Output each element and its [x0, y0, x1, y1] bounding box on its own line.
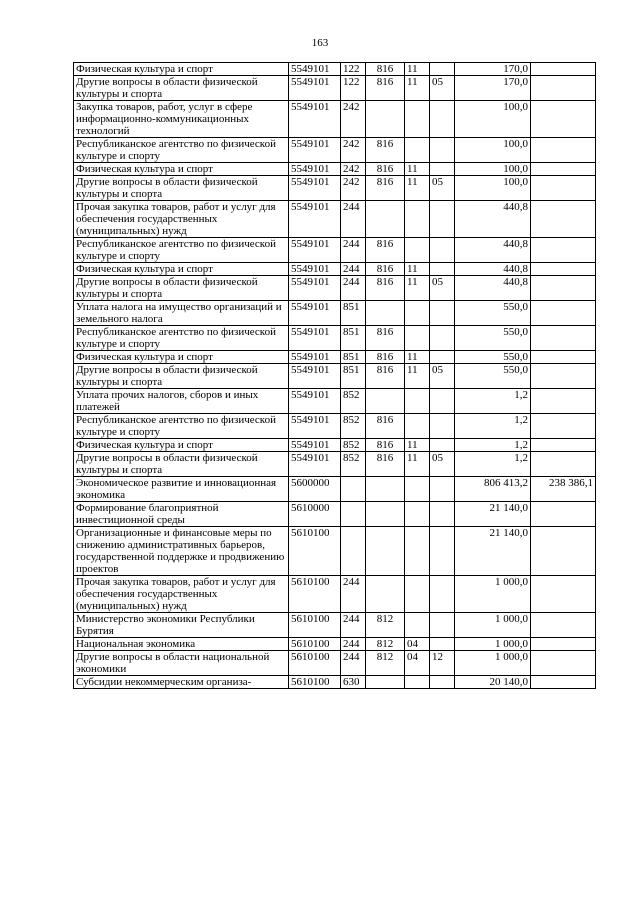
table-row — [74, 101, 596, 138]
table-row — [74, 76, 596, 101]
table-row — [74, 326, 596, 351]
amount-cell: 1,2 — [455, 439, 531, 452]
amount-extra-cell — [531, 163, 596, 176]
target-article-cell: 5610100 — [289, 613, 341, 638]
table-row — [74, 176, 596, 201]
table-row — [74, 576, 596, 613]
section-cell — [405, 502, 430, 527]
section-cell — [405, 414, 430, 439]
item-name-cell: Физическая культура и спорт — [74, 351, 289, 364]
item-name-cell: Физическая культура и спорт — [74, 439, 289, 452]
item-name-cell: Субсидии некоммерческим организа- — [74, 676, 289, 689]
target-article-cell: 5549101 — [289, 101, 341, 138]
item-name-cell: Другие вопросы в области физической культуры и спорта — [74, 176, 289, 201]
target-article-cell: 5610100 — [289, 527, 341, 576]
amount-extra-cell — [531, 651, 596, 676]
amount-extra-cell — [531, 301, 596, 326]
expense-type-cell — [341, 502, 366, 527]
budget-table — [73, 62, 596, 689]
amount-extra-cell — [531, 201, 596, 238]
amount-extra-cell — [531, 263, 596, 276]
section-cell — [405, 138, 430, 163]
table-row — [74, 301, 596, 326]
target-article-cell: 5549101 — [289, 176, 341, 201]
amount-extra-cell — [531, 364, 596, 389]
table-row — [74, 502, 596, 527]
subsection-cell — [430, 326, 455, 351]
ministry-code-cell: 816 — [366, 326, 405, 351]
ministry-code-cell: 816 — [366, 351, 405, 364]
subsection-cell — [430, 389, 455, 414]
section-cell: 11 — [405, 176, 430, 201]
item-name-cell: Республиканское агентство по физической культуре и спорту — [74, 138, 289, 163]
subsection-cell — [430, 676, 455, 689]
section-cell — [405, 527, 430, 576]
item-name-cell: Физическая культура и спорт — [74, 163, 289, 176]
amount-cell: 440,8 — [455, 201, 531, 238]
amount-cell: 1,2 — [455, 452, 531, 477]
target-article-cell: 5549101 — [289, 452, 341, 477]
item-name-cell: Организационные и финансовые меры по снижению административных барьеров, государственной поддержке и продвижению проектов — [74, 527, 289, 576]
expense-type-cell: 852 — [341, 439, 366, 452]
amount-cell: 550,0 — [455, 301, 531, 326]
table-row — [74, 63, 596, 76]
expense-type-cell: 852 — [341, 452, 366, 477]
subsection-cell — [430, 439, 455, 452]
target-article-cell: 5610000 — [289, 502, 341, 527]
subsection-cell — [430, 638, 455, 651]
item-name-cell: Республиканское агентство по физической культуре и спорту — [74, 414, 289, 439]
subsection-cell — [430, 101, 455, 138]
amount-extra-cell — [531, 638, 596, 651]
amount-extra-cell — [531, 63, 596, 76]
table-row — [74, 138, 596, 163]
amount-cell: 440,8 — [455, 276, 531, 301]
expense-type-cell: 244 — [341, 201, 366, 238]
ministry-code-cell: 816 — [366, 63, 405, 76]
amount-cell: 170,0 — [455, 63, 531, 76]
table-row — [74, 676, 596, 689]
target-article-cell: 5549101 — [289, 326, 341, 351]
amount-cell: 550,0 — [455, 364, 531, 389]
expense-type-cell: 630 — [341, 676, 366, 689]
table-row — [74, 263, 596, 276]
item-name-cell: Республиканское агентство по физической культуре и спорту — [74, 326, 289, 351]
amount-cell: 806 413,2 — [455, 477, 531, 502]
subsection-cell — [430, 301, 455, 326]
target-article-cell: 5610100 — [289, 638, 341, 651]
section-cell: 11 — [405, 351, 430, 364]
target-article-cell: 5549101 — [289, 389, 341, 414]
amount-cell: 20 140,0 — [455, 676, 531, 689]
amount-extra-cell — [531, 238, 596, 263]
amount-cell: 550,0 — [455, 351, 531, 364]
expense-type-cell — [341, 477, 366, 502]
expense-type-cell: 851 — [341, 326, 366, 351]
item-name-cell: Другие вопросы в области физической культуры и спорта — [74, 364, 289, 389]
section-cell: 11 — [405, 452, 430, 477]
item-name-cell: Республиканское агентство по физической культуре и спорту — [74, 238, 289, 263]
subsection-cell — [430, 138, 455, 163]
target-article-cell: 5549101 — [289, 364, 341, 389]
ministry-code-cell — [366, 527, 405, 576]
expense-type-cell: 852 — [341, 389, 366, 414]
target-article-cell: 5549101 — [289, 138, 341, 163]
amount-cell: 1,2 — [455, 389, 531, 414]
subsection-cell — [430, 613, 455, 638]
target-article-cell: 5549101 — [289, 351, 341, 364]
expense-type-cell: 851 — [341, 364, 366, 389]
ministry-code-cell — [366, 477, 405, 502]
section-cell: 11 — [405, 163, 430, 176]
target-article-cell: 5610100 — [289, 651, 341, 676]
target-article-cell: 5549101 — [289, 76, 341, 101]
amount-extra-cell — [531, 326, 596, 351]
subsection-cell: 05 — [430, 452, 455, 477]
table-row — [74, 276, 596, 301]
amount-extra-cell — [531, 276, 596, 301]
expense-type-cell: 242 — [341, 101, 366, 138]
target-article-cell: 5549101 — [289, 414, 341, 439]
target-article-cell: 5610100 — [289, 676, 341, 689]
subsection-cell — [430, 201, 455, 238]
target-article-cell: 5549101 — [289, 439, 341, 452]
expense-type-cell: 242 — [341, 163, 366, 176]
ministry-code-cell: 812 — [366, 651, 405, 676]
section-cell — [405, 613, 430, 638]
ministry-code-cell: 816 — [366, 364, 405, 389]
item-name-cell: Физическая культура и спорт — [74, 263, 289, 276]
table-row — [74, 238, 596, 263]
amount-extra-cell — [531, 351, 596, 364]
ministry-code-cell — [366, 389, 405, 414]
section-cell: 11 — [405, 263, 430, 276]
target-article-cell: 5549101 — [289, 238, 341, 263]
ministry-code-cell: 816 — [366, 414, 405, 439]
section-cell — [405, 326, 430, 351]
section-cell: 11 — [405, 364, 430, 389]
item-name-cell: Прочая закупка товаров, работ и услуг для обеспечения государственных (муниципальных) нужд — [74, 201, 289, 238]
amount-extra-cell — [531, 439, 596, 452]
amount-cell: 100,0 — [455, 163, 531, 176]
ministry-code-cell: 816 — [366, 138, 405, 163]
amount-extra-cell — [531, 101, 596, 138]
subsection-cell — [430, 477, 455, 502]
amount-extra-cell — [531, 527, 596, 576]
amount-extra-cell — [531, 389, 596, 414]
target-article-cell: 5549101 — [289, 263, 341, 276]
amount-extra-cell — [531, 502, 596, 527]
subsection-cell: 05 — [430, 76, 455, 101]
table-row — [74, 351, 596, 364]
section-cell — [405, 676, 430, 689]
target-article-cell: 5549101 — [289, 63, 341, 76]
table-row — [74, 638, 596, 651]
expense-type-cell: 242 — [341, 138, 366, 163]
expense-type-cell: 851 — [341, 351, 366, 364]
item-name-cell: Уплата прочих налогов, сборов и иных платежей — [74, 389, 289, 414]
expense-type-cell: 852 — [341, 414, 366, 439]
amount-cell: 100,0 — [455, 138, 531, 163]
ministry-code-cell: 816 — [366, 276, 405, 301]
expense-type-cell: 242 — [341, 176, 366, 201]
amount-cell: 550,0 — [455, 326, 531, 351]
table-row — [74, 613, 596, 638]
page-number: 163 — [311, 37, 329, 49]
amount-extra-cell — [531, 76, 596, 101]
table-row — [74, 452, 596, 477]
amount-cell: 100,0 — [455, 101, 531, 138]
ministry-code-cell — [366, 201, 405, 238]
subsection-cell: 05 — [430, 364, 455, 389]
expense-type-cell: 244 — [341, 613, 366, 638]
subsection-cell — [430, 163, 455, 176]
target-article-cell: 5600000 — [289, 477, 341, 502]
target-article-cell: 5549101 — [289, 201, 341, 238]
item-name-cell: Другие вопросы в области физической культуры и спорта — [74, 76, 289, 101]
ministry-code-cell: 816 — [366, 238, 405, 263]
target-article-cell: 5549101 — [289, 163, 341, 176]
amount-cell: 170,0 — [455, 76, 531, 101]
amount-cell: 1 000,0 — [455, 651, 531, 676]
amount-extra-cell — [531, 676, 596, 689]
target-article-cell: 5549101 — [289, 276, 341, 301]
item-name-cell: Министерство экономики Республики Бурятия — [74, 613, 289, 638]
expense-type-cell — [341, 527, 366, 576]
subsection-cell — [430, 63, 455, 76]
ministry-code-cell: 812 — [366, 638, 405, 651]
expense-type-cell: 244 — [341, 651, 366, 676]
table-row — [74, 651, 596, 676]
item-name-cell: Физическая культура и спорт — [74, 63, 289, 76]
ministry-code-cell — [366, 101, 405, 138]
expense-type-cell: 851 — [341, 301, 366, 326]
amount-extra-cell — [531, 414, 596, 439]
amount-extra-cell — [531, 613, 596, 638]
table-row — [74, 477, 596, 502]
ministry-code-cell: 816 — [366, 163, 405, 176]
section-cell: 11 — [405, 76, 430, 101]
amount-cell: 440,8 — [455, 263, 531, 276]
ministry-code-cell — [366, 301, 405, 326]
subsection-cell — [430, 576, 455, 613]
amount-cell: 1 000,0 — [455, 613, 531, 638]
section-cell: 11 — [405, 276, 430, 301]
expense-type-cell: 244 — [341, 276, 366, 301]
expense-type-cell: 244 — [341, 263, 366, 276]
amount-extra-cell — [531, 176, 596, 201]
section-cell: 11 — [405, 63, 430, 76]
ministry-code-cell: 816 — [366, 263, 405, 276]
item-name-cell: Другие вопросы в области физической культуры и спорта — [74, 276, 289, 301]
table-row — [74, 201, 596, 238]
section-cell — [405, 238, 430, 263]
section-cell — [405, 477, 430, 502]
amount-extra-cell: 238 386,1 — [531, 477, 596, 502]
item-name-cell: Экономическое развитие и инновационная экономика — [74, 477, 289, 502]
ministry-code-cell: 816 — [366, 452, 405, 477]
item-name-cell: Формирование благоприятной инвестиционной среды — [74, 502, 289, 527]
section-cell — [405, 576, 430, 613]
expense-type-cell: 122 — [341, 76, 366, 101]
target-article-cell: 5610100 — [289, 576, 341, 613]
amount-cell: 1 000,0 — [455, 576, 531, 613]
item-name-cell: Другие вопросы в области национальной экономики — [74, 651, 289, 676]
subsection-cell — [430, 351, 455, 364]
amount-cell: 1,2 — [455, 414, 531, 439]
subsection-cell: 05 — [430, 176, 455, 201]
amount-cell: 1 000,0 — [455, 638, 531, 651]
expense-type-cell: 244 — [341, 576, 366, 613]
ministry-code-cell — [366, 576, 405, 613]
item-name-cell: Уплата налога на имущество организаций и земельного налога — [74, 301, 289, 326]
amount-cell: 21 140,0 — [455, 502, 531, 527]
subsection-cell — [430, 263, 455, 276]
amount-extra-cell — [531, 452, 596, 477]
table-row — [74, 163, 596, 176]
ministry-code-cell: 816 — [366, 176, 405, 201]
section-cell — [405, 389, 430, 414]
subsection-cell — [430, 414, 455, 439]
amount-extra-cell — [531, 138, 596, 163]
item-name-cell: Другие вопросы в области физической культуры и спорта — [74, 452, 289, 477]
section-cell: 11 — [405, 439, 430, 452]
table-row — [74, 364, 596, 389]
target-article-cell: 5549101 — [289, 301, 341, 326]
section-cell: 04 — [405, 638, 430, 651]
item-name-cell: Национальная экономика — [74, 638, 289, 651]
table-row — [74, 439, 596, 452]
subsection-cell: 12 — [430, 651, 455, 676]
section-cell — [405, 101, 430, 138]
section-cell: 04 — [405, 651, 430, 676]
ministry-code-cell — [366, 502, 405, 527]
section-cell — [405, 301, 430, 326]
ministry-code-cell: 816 — [366, 76, 405, 101]
table-row — [74, 389, 596, 414]
ministry-code-cell: 816 — [366, 439, 405, 452]
item-name-cell: Закупка товаров, работ, услуг в сфере информационно-коммуникационных технологий — [74, 101, 289, 138]
subsection-cell: 05 — [430, 276, 455, 301]
item-name-cell: Прочая закупка товаров, работ и услуг для обеспечения государственных (муниципальных) нужд — [74, 576, 289, 613]
table-row — [74, 414, 596, 439]
table-row — [74, 527, 596, 576]
ministry-code-cell — [366, 676, 405, 689]
amount-extra-cell — [531, 576, 596, 613]
subsection-cell — [430, 238, 455, 263]
amount-cell: 440,8 — [455, 238, 531, 263]
expense-type-cell: 122 — [341, 63, 366, 76]
amount-cell: 21 140,0 — [455, 527, 531, 576]
subsection-cell — [430, 502, 455, 527]
expense-type-cell: 244 — [341, 638, 366, 651]
section-cell — [405, 201, 430, 238]
ministry-code-cell: 812 — [366, 613, 405, 638]
amount-cell: 100,0 — [455, 176, 531, 201]
subsection-cell — [430, 527, 455, 576]
expense-type-cell: 244 — [341, 238, 366, 263]
